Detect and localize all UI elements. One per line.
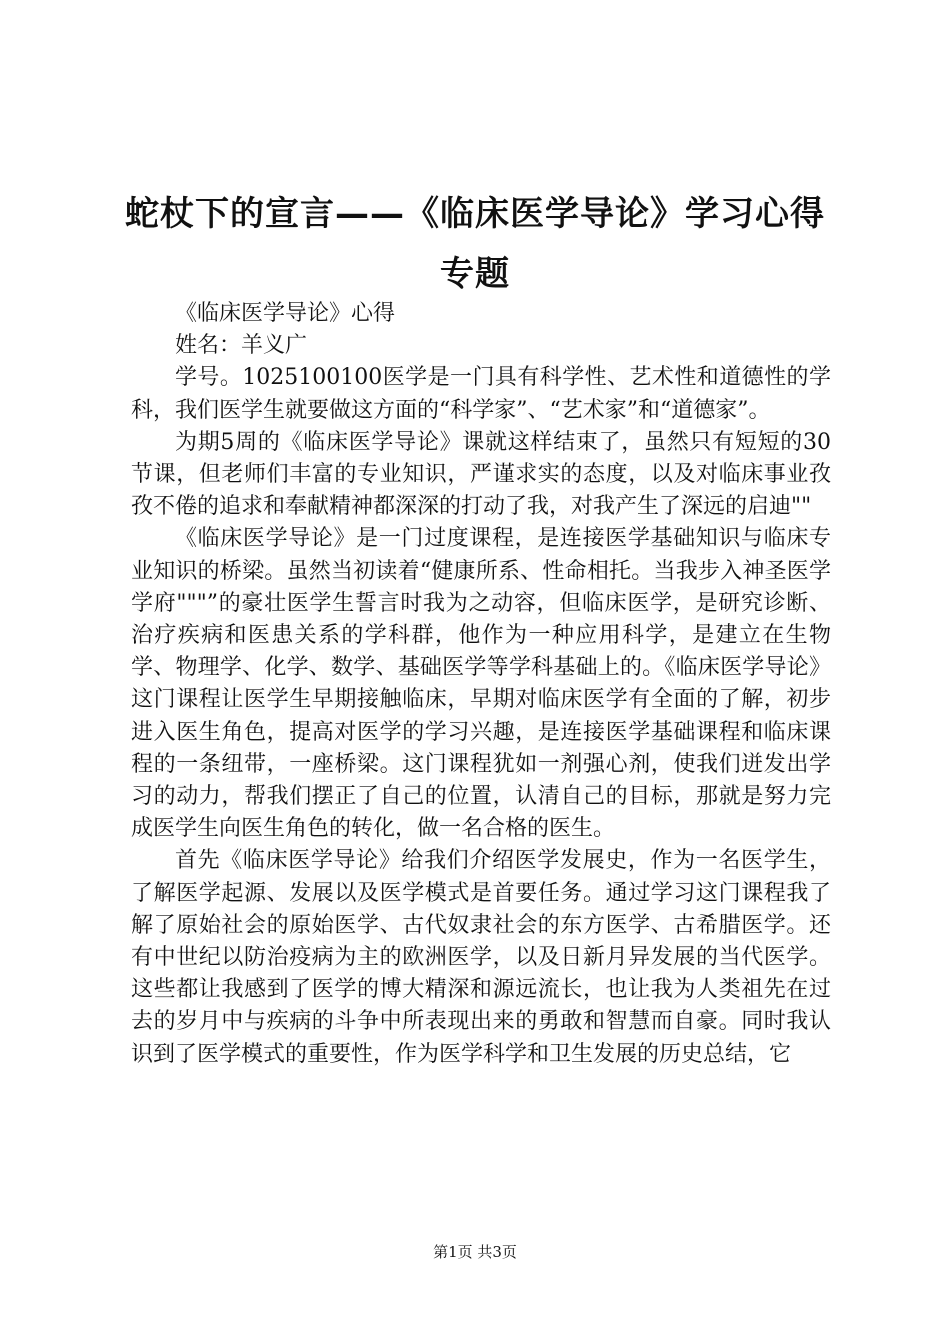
document-title: 蛇杖下的宣言——《临床医学导论》学习心得专题 bbox=[125, 194, 825, 294]
paragraph-name: 姓名：羊义广 bbox=[175, 333, 308, 359]
paragraph-course-bridge: 《临床医学导论》是一门过度课程，是连接医学基础知识与临床专业知识的桥梁。虽然当初读着“健康所系、性命相托。当我步入神圣医学学府"""”的豪壮医学生誓言时我为之动容，但临床医学，是研究诊断、治疗疾病和医患关系的学科群，他作为一种应用科学，是建立在生物学、物理学、化学、数学、基础医学等学科基础上的。《临床医学导论》这门课程让医学生早期接触临床，早期对临床医学有全面的了解，初步进入医生角色，提高对医学的学习兴趣，是连接医学基础课程和临床课程的一条纽带，一座桥梁。这门课程犹如一剂强心剂，使我们迸发出学习的动力，帮我们摆正了自己的位置，认清自己的目标，那就是努力完成医学生向医生角色的转化，做一名合格的医生。 bbox=[131, 526, 831, 842]
paragraph-heading: 《临床医学导论》心得 bbox=[175, 301, 396, 326]
document-body bbox=[131, 298, 831, 1071]
paragraph-course-end: 为期5周的《临床医学导论》课就这样结束了，虽然只有短短的30节课，但老师们丰富的专业知识，严谨求实的态度，以及对临床事业孜孜不倦的追求和奉献精神都深深的打动了我，对我产生了深远的启迪"" bbox=[131, 429, 831, 520]
page-number: 第1页 共3页 bbox=[433, 1243, 517, 1261]
paragraph-history: 首先《临床医学导论》给我们介绍医学发展史，作为一名医学生，了解医学起源、发展以及医学模式是首要任务。通过学习这门课程我了解了原始社会的原始医学、古代奴隶社会的东方医学、古希腊医学。还有中世纪以防治疫病为主的欧洲医学，以及日新月异发展的当代医学。这些都让我感到了医学的博大精深和源远流长，也让我为人类祖先在过去的岁月中与疾病的斗争中所表现出来的勇敢和智慧而自豪。同时我认识到了医学模式的重要性，作为医学科学和卫生发展的历史总结，它 bbox=[131, 848, 831, 1067]
paragraph-intro: 学号。1025100100医学是一门具有科学性、艺术性和道德性的学科，我们医学生就要做这方面的“科学家”、“艺术家”和“道德家”。 bbox=[131, 365, 831, 423]
